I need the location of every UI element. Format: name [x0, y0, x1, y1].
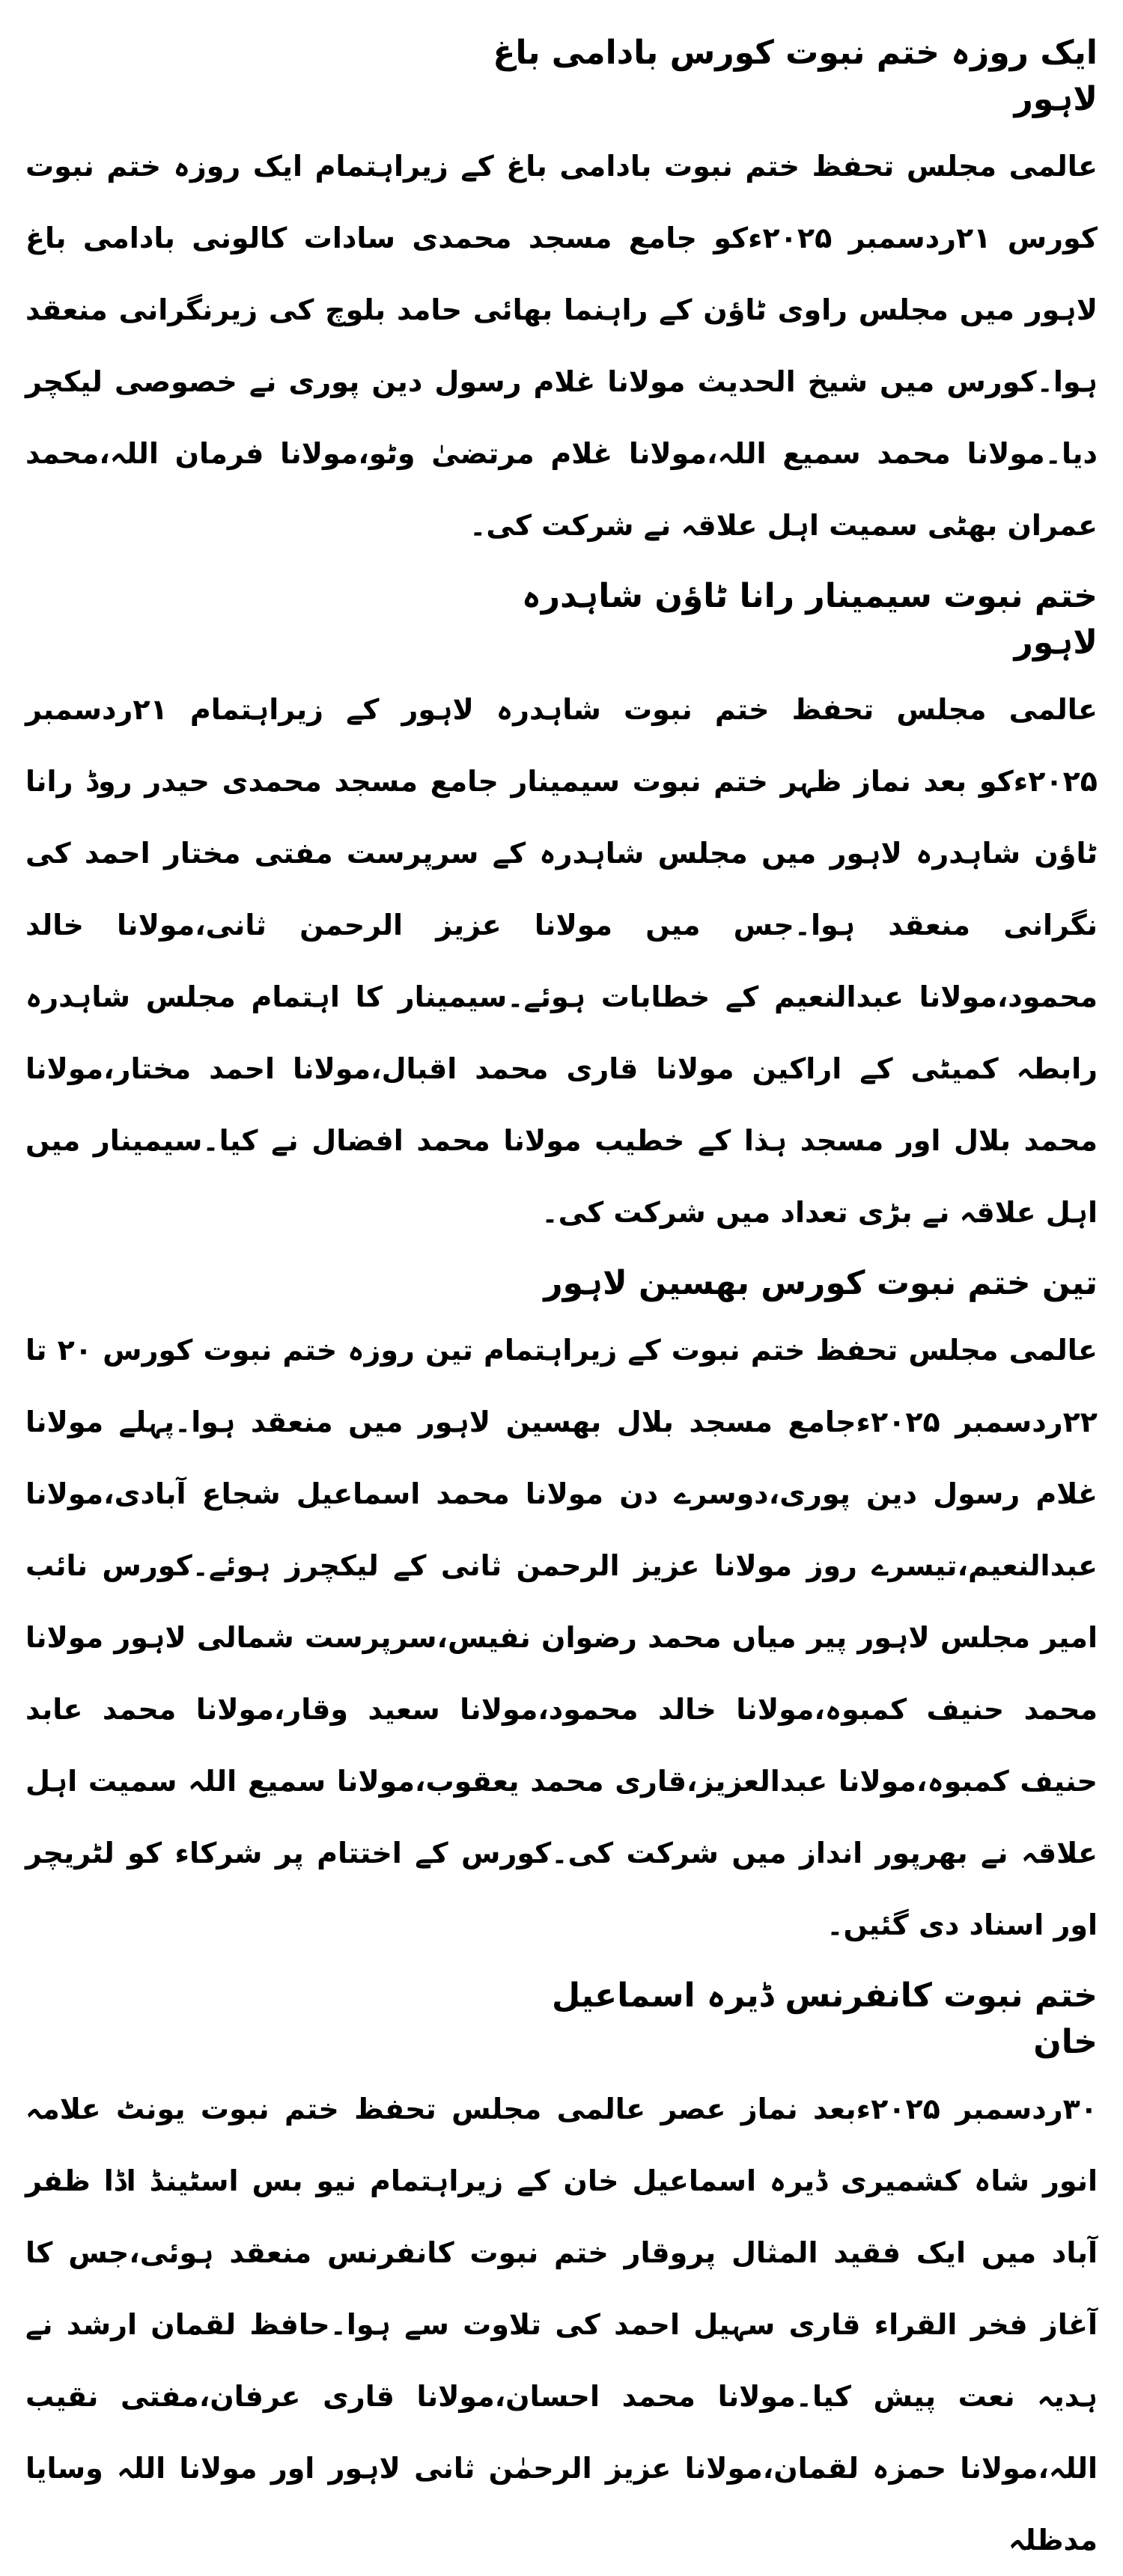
article-shahdara [25, 573, 1098, 1248]
article-heading: ختم نبوت سیمینار رانا ٹاؤن شاہدرہ لاہور [521, 577, 1098, 662]
article-body: عالمی مجلس تحفظ ختم نبوت بادامی باغ کے زیراہتمام ایک روزہ ختم نبوت کورس ۲۱ردسمبر ۲۰۲۵ءکو جامع مسجد محمدی سادات کالونی بادامی باغ لاہور میں مجلس راوی ٹاؤن کے راہنما بھائی حامد بلوچ کی زیرنگرانی منعقد ہوا۔کورس میں شیخ الحدیث مولانا غلام رسول دین پوری نے خصوصی لیکچر دیا۔مولانا محمد سمیع اللہ،مولانا غلام مرتضیٰ وٹو،مولانا فرمان اللہ،محمد عمران بھٹی سمیت اہل علاقہ نے شرکت کی۔ [25, 150, 1098, 542]
article-dera-ismail-khan [25, 1973, 1098, 2576]
article-badami-bagh [25, 30, 1098, 561]
article-body: عالمی مجلس تحفظ ختم نبوت کے زیراہتمام تین روزہ ختم نبوت کورس ۲۰ تا ۲۲ردسمبر ۲۰۲۵ءجامع مسجد بلال بھسین لاہور میں منعقد ہوا۔پہلے مولانا غلام رسول دین پوری،دوسرے دن مولانا محمد اسماعیل شجاع آبادی،مولانا عبدالنعیم،تیسرے روز مولانا عزیز الرحمن ثانی کے لیکچرز ہوئے۔کورس نائب امیر مجلس لاہور پیر میاں محمد رضوان نفیس،سرپرست شمالی لاہور مولانا محمد حنیف کمبوہ،مولانا خالد محمود،مولانا سعید وقار،مولانا محمد عابد حنیف کمبوہ،مولانا عبدالعزیز،قاری محمد یعقوب،مولانا سمیع اللہ سمیت اہل علاقہ نے بھرپور انداز میں شرکت کی۔کورس کے اختتام پر شرکاء کو لٹریچر اور اسناد دی گئیں۔ [25, 1334, 1098, 1941]
article-body: ۳۰ردسمبر ۲۰۲۵ءبعد نماز عصر عالمی مجلس تحفظ ختم نبوت یونٹ علامہ انور شاہ کشمیری ڈیرہ اسماعیل خان کے زیراہتمام نیو بس اسٹینڈ اڈا ظفر آباد میں ایک فقید المثال پروقار ختم نبوت کانفرنس منعقد ہوئی،جس کا آغاز فخر القراء قاری سہیل احمد کی تلاوت سے ہوا۔حافظ لقمان ارشد نے ہدیہ نعت پیش کیا۔مولانا محمد احسان،مولانا قاری عرفان،مفتی نقیب اللہ،مولانا حمزہ لقمان،مولانا عزیز الرحمٰن ثانی لاہور اور مولانا اللہ وسایا مدظلہ [25, 2093, 1098, 2557]
article-bhaseen [25, 1260, 1098, 1961]
article-heading: ختم نبوت کانفرنس ڈیرہ اسماعیل خان [551, 1977, 1098, 2061]
article-heading: ایک روزہ ختم نبوت کورس بادامی باغ لاہور [493, 34, 1098, 118]
article-heading: تین ختم نبوت کورس بھسین لاہور [544, 1264, 1098, 1302]
article-body: عالمی مجلس تحفظ ختم نبوت شاہدرہ لاہور کے زیراہتمام ۲۱ردسمبر ۲۰۲۵ءکو بعد نماز ظہر ختم نبوت سیمینار جامع مسجد محمدی حیدر روڈ رانا ٹاؤن شاہدرہ لاہور میں مجلس شاہدرہ کے سرپرست مفتی مختار احمد کی نگرانی منعقد ہوا۔جس میں مولانا عزیز الرحمن ثانی،مولانا خالد محمود،مولانا عبدالنعیم کے خطابات ہوئے۔سیمینار کا اہتمام مجلس شاہدرہ رابطہ کمیٹی کے اراکین مولانا قاری محمد اقبال،مولانا احمد مختار،مولانا محمد بلال اور مسجد ہذا کے خطیب مولانا محمد افضال نے کیا۔سیمینار میں اہل علاقہ نے بڑی تعداد میں شرکت کی۔ [25, 693, 1098, 1229]
